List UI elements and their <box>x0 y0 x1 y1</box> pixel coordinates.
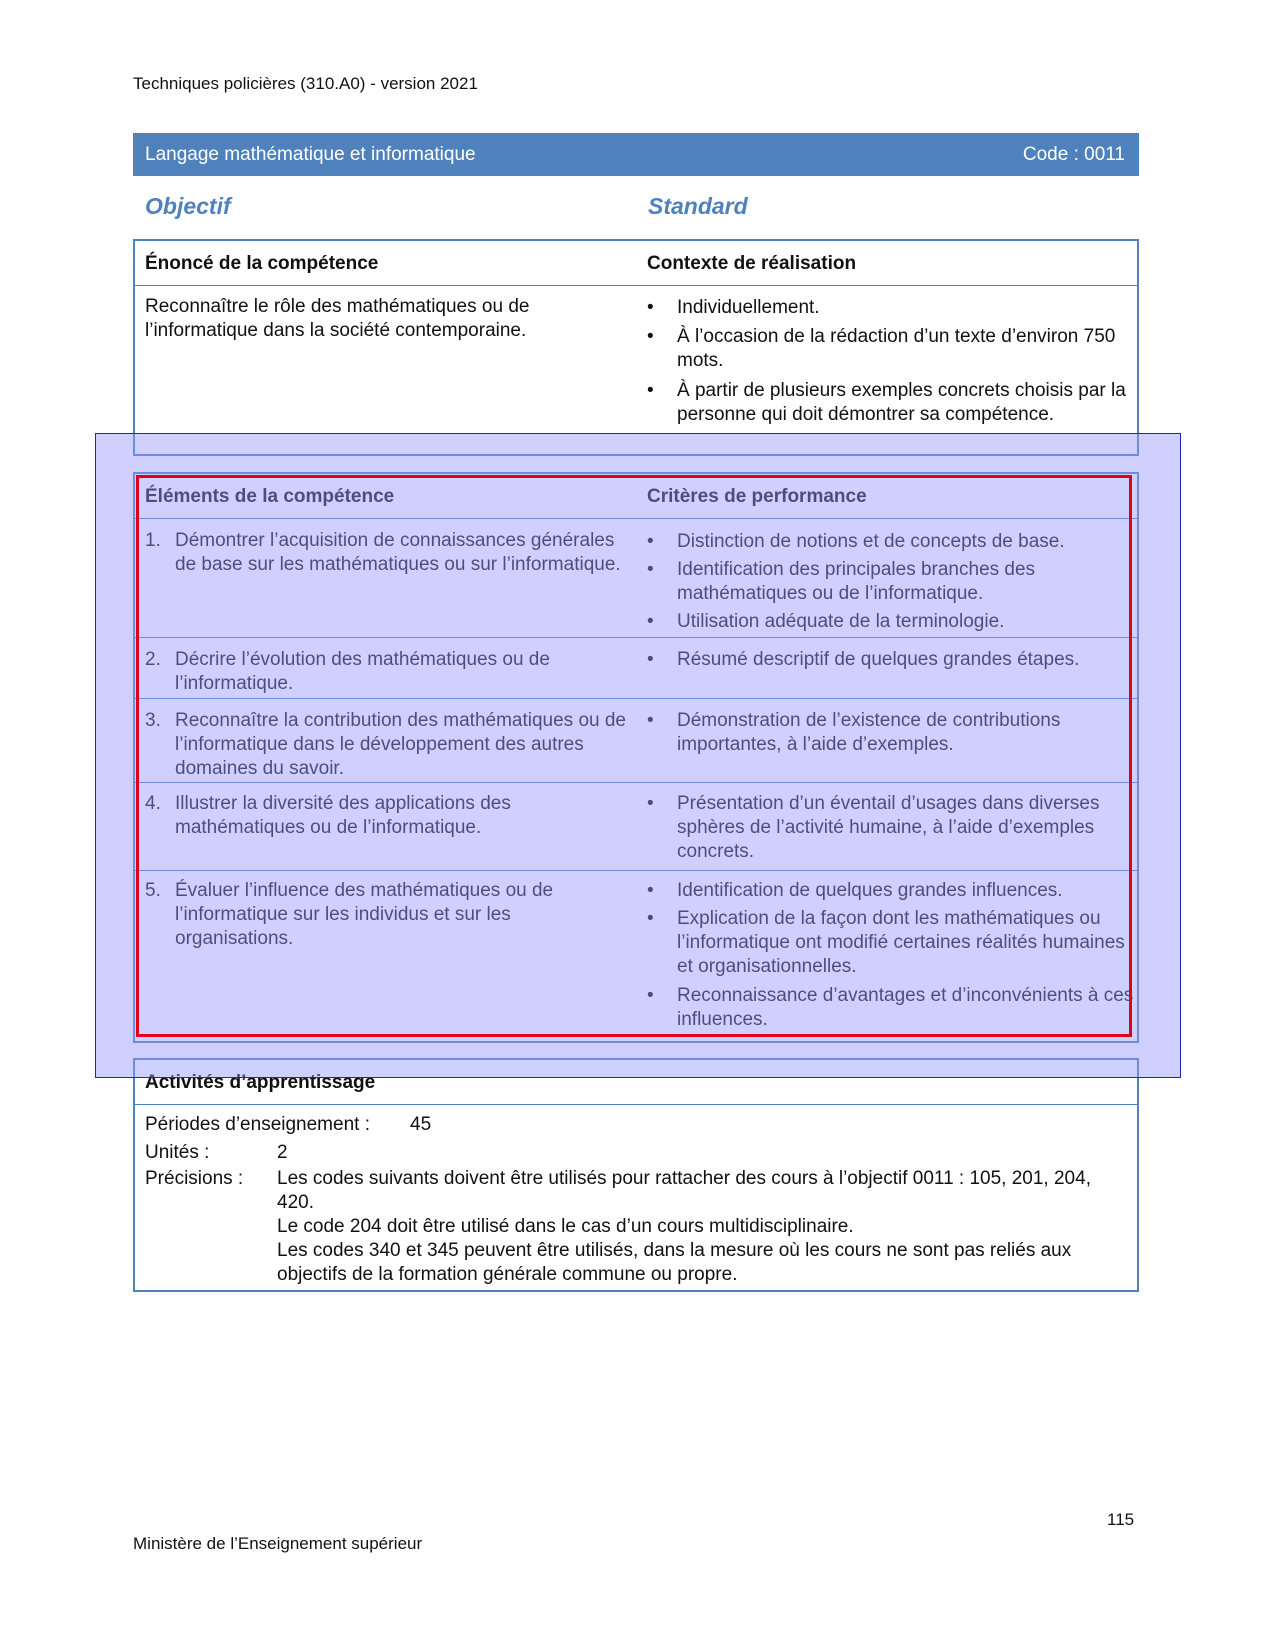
context-item: • À l’occasion de la rédaction d’un texte d’environ 750 mots. <box>647 325 1132 373</box>
course-code: Code : 0011 <box>1022 144 1125 165</box>
objectif-heading: Objectif <box>145 193 231 219</box>
running-header: Techniques policières (310.A0) - version 2021 <box>133 74 478 93</box>
elements-header: Éléments de la compétence <box>145 486 395 507</box>
activities-box-header <box>135 1060 1137 1105</box>
standard-heading: Standard <box>648 193 748 219</box>
element-item <box>145 792 615 840</box>
row-divider <box>135 637 1137 638</box>
element-number: 3. <box>145 710 161 731</box>
competence-box-header <box>135 241 1137 286</box>
row-divider <box>135 698 1137 699</box>
periods-value: 45 <box>410 1114 432 1135</box>
element-text: Démontrer l’acquisition de connaissances générales de base sur les mathématiques ou sur l’informatique. <box>175 530 621 575</box>
element-item <box>145 709 635 781</box>
precision-item: Les codes suivants doivent être utilisés pour rattacher des cours à l’objectif 0011 : 105, 201, 204, 420. <box>277 1168 1091 1213</box>
activities-box <box>133 1058 1139 1292</box>
element-text: Décrire l’évolution des mathématiques ou de l’informatique. <box>175 649 550 694</box>
criterion-item: • Distinction de notions et de concepts de base. <box>647 530 1137 554</box>
element-item <box>145 879 625 951</box>
footer-ministry: Ministère de l’Enseignement supérieur <box>133 1534 423 1553</box>
elements-box <box>133 472 1139 1043</box>
units-label: Unités : <box>145 1142 210 1163</box>
periods-label: Périodes d’enseignement : <box>145 1114 370 1135</box>
competence-statement: Reconnaître le rôle des mathématiques ou de l’informatique dans la société contemporaine. <box>145 296 530 341</box>
element-text: Évaluer l’influence des mathématiques ou de l’informatique sur les individus et sur les organisations. <box>175 880 554 949</box>
criterion-item: • Reconnaissance d’avantages et d’inconvénients à ces influences. <box>647 984 1137 1032</box>
elements-box-header <box>135 474 1137 519</box>
context-header: Contexte de réalisation <box>647 253 857 274</box>
criterion-item: • Démonstration de l’existence de contributions importantes, à l’aide d’exemples. <box>647 709 1117 757</box>
precision-item: Le code 204 doit être utilisé dans le cas d’un cours multidisciplinaire. <box>277 1216 854 1237</box>
element-text: Reconnaître la contribution des mathématiques ou de l’informatique dans le développement des autres domaines du savoir. <box>175 710 626 779</box>
criterion-item: • Présentation d’un éventail d’usages dans diverses sphères de l’activité humaine, à l’aide d’exemples concrets. <box>647 792 1137 864</box>
course-title: Langage mathématique et informatique <box>145 144 476 165</box>
element-item <box>145 648 635 696</box>
activities-header: Activités d’apprentissage <box>145 1072 376 1093</box>
element-number: 2. <box>145 649 161 670</box>
element-item <box>145 529 635 577</box>
criterion-item: • Utilisation adéquate de la terminologie. <box>647 610 1137 634</box>
element-number: 5. <box>145 880 161 901</box>
criterion-item: • Identification des principales branches des mathématiques ou de l’informatique. <box>647 558 1137 606</box>
element-text: Illustrer la diversité des applications des mathématiques ou de l’informatique. <box>175 793 511 838</box>
course-title-bar <box>133 133 1139 176</box>
competence-box <box>133 239 1139 456</box>
competence-statement-header: Énoncé de la compétence <box>145 253 379 274</box>
precisions-label: Précisions : <box>145 1168 244 1189</box>
row-divider <box>135 782 1137 783</box>
row-divider <box>135 870 1137 871</box>
page-number: 115 <box>1107 1510 1135 1529</box>
criterion-item: • Explication de la façon dont les mathématiques ou l’informatique ont modifié certaines réalités humaines et organisationnelles. <box>647 907 1137 979</box>
precision-item: Les codes 340 et 345 peuvent être utilisés, dans la mesure où les cours ne sont pas reliés aux objectifs de la formation générale commune ou propre. <box>277 1240 1072 1285</box>
element-number: 1. <box>145 530 161 551</box>
context-item: • À partir de plusieurs exemples concrets choisis par la personne qui doit démontrer sa compétence. <box>647 379 1132 427</box>
element-number: 4. <box>145 793 161 814</box>
criterion-item: • Identification de quelques grandes influences. <box>647 879 1137 903</box>
criteria-header: Critères de performance <box>647 486 867 507</box>
criterion-item: • Résumé descriptif de quelques grandes étapes. <box>647 648 1137 672</box>
units-value: 2 <box>277 1142 288 1163</box>
context-item: • Individuellement. <box>647 296 1132 320</box>
